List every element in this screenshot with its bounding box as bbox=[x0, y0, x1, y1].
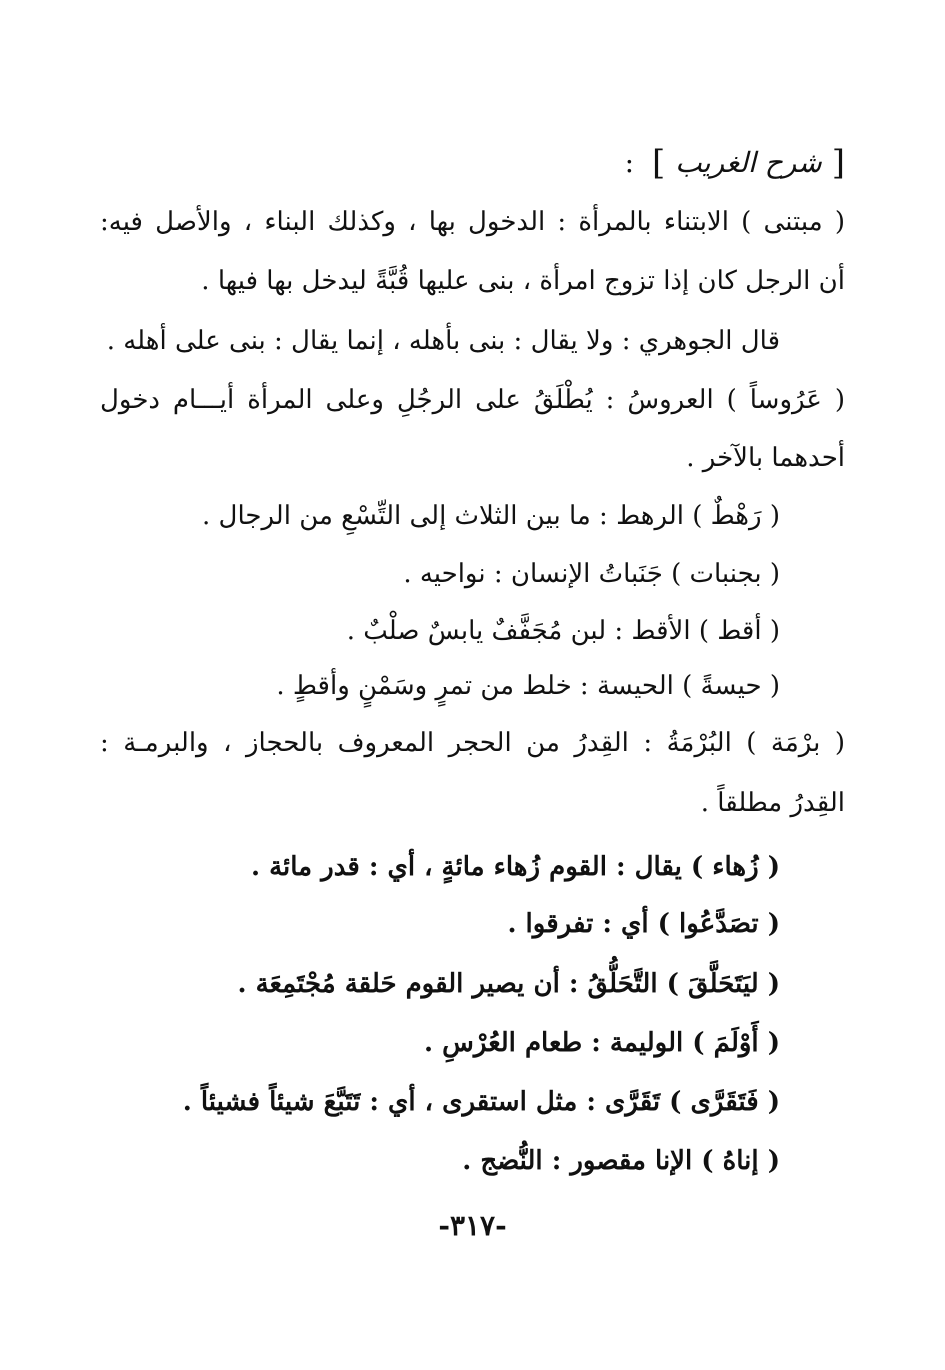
text-line-2: أن الرجل كان إذا تزوج امرأة ، بنى عليها قُبَّةً ليدخل بها فيها . bbox=[201, 266, 845, 296]
page-number: -٣١٧- bbox=[438, 1209, 507, 1242]
heading-colon: : bbox=[624, 146, 635, 179]
text-line-14: ( ليَتَحَلَّقَ ) التَّحَلُّقُ : أن يصير القوم حَلقة مُجْتَمِعَة . bbox=[237, 969, 780, 999]
section-heading bbox=[585, 140, 845, 186]
text-line-7: ( بجنبات ) جَنَباتُ الإنسان : نواحيه . bbox=[403, 559, 780, 589]
text-line-15: ( أَوْلَمَ ) الوليمة : طعام العُرْسِ . bbox=[424, 1028, 780, 1058]
heading-bracket-close: ] bbox=[652, 143, 666, 183]
text-line-9: ( حيسةً ) الحيسة : خلط من تمرٍ وسَمْنٍ وأقطٍ . bbox=[276, 671, 780, 701]
heading-bracket-open: [ bbox=[831, 143, 845, 183]
text-line-17: ( إناهُ ) الإنا مقصور : النُّضج . bbox=[462, 1146, 780, 1176]
text-line-10: ( برْمَة ) البُرْمَةُ : القِدرُ من الحجر المعروف بالحجاز ، والبرمـة : bbox=[100, 728, 845, 758]
text-line-12: ( زُهاء ) يقال : القوم زُهاء مائةٍ ، أي : قدر مائة . bbox=[250, 852, 780, 882]
text-line-3: قال الجوهري : ولا يقال : بنى بأهله ، إنما يقال : بنى على أهله . bbox=[106, 326, 780, 356]
text-line-13: ( تصَدَّعُوا ) أي : تفرقوا . bbox=[507, 909, 780, 939]
heading-title: شرح الغريب bbox=[675, 146, 822, 179]
text-line-6: ( رَهْطٌ ) الرهط : ما بين الثلاث إلى التِّسْعِ من الرجال . bbox=[202, 501, 780, 531]
text-line-4: ( عَرُوساً ) العروسُ : يُطْلَقُ على الرجُلِ وعلى المرأة أيـــام دخول bbox=[100, 385, 845, 415]
text-line-16: ( فَتَقَرَّى ) تَقَرَّى : مثل استقرى ، أي : تَتَبَّعَ شيئاً فشيئاً . bbox=[182, 1087, 780, 1117]
text-line-11: القِدرُ مطلقاً . bbox=[700, 788, 845, 818]
text-line-5: أحدهما بالآخر . bbox=[686, 443, 845, 473]
text-line-1: ( مبتنى ) الابتناء بالمرأة : الدخول بها ، وكذلك البناء ، والأصل فيه: bbox=[100, 207, 845, 237]
text-line-8: ( أقط ) الأقط : لبن مُجَفَّفٌ يابسٌ صلْبٌ . bbox=[346, 616, 780, 646]
